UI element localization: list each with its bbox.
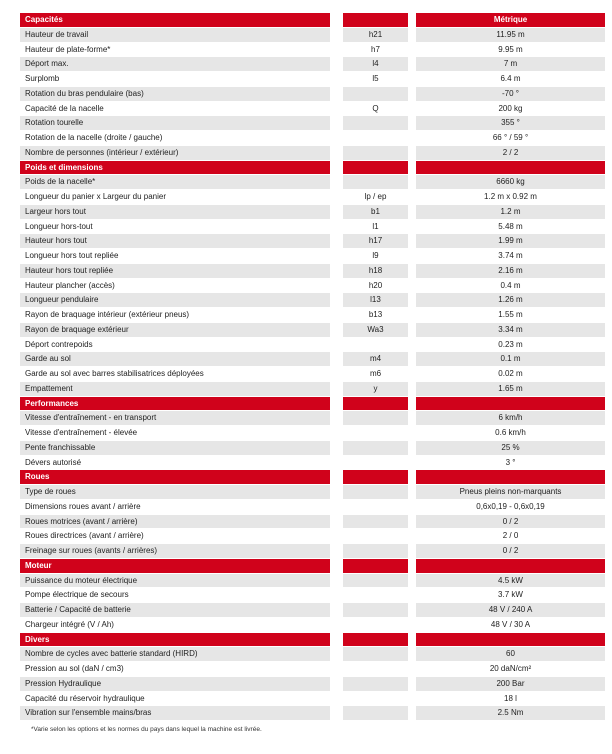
table-row bbox=[20, 72, 604, 87]
table-row bbox=[20, 28, 604, 43]
section-title: Performances bbox=[20, 397, 330, 411]
section-symbol-cell bbox=[343, 470, 408, 484]
table-row bbox=[20, 205, 604, 220]
row-value: 3.74 m bbox=[416, 249, 605, 263]
section-header bbox=[20, 397, 604, 412]
table-row bbox=[20, 220, 604, 235]
table-row bbox=[20, 382, 604, 397]
table-row bbox=[20, 264, 604, 279]
section-header bbox=[20, 559, 604, 574]
row-value: 0.1 m bbox=[416, 352, 605, 366]
row-symbol: l9 bbox=[343, 249, 408, 263]
row-symbol: b1 bbox=[343, 205, 408, 219]
row-value: 6.4 m bbox=[416, 72, 605, 86]
row-value: 66 ° / 59 ° bbox=[416, 131, 605, 145]
row-symbol: l5 bbox=[343, 72, 408, 86]
row-label: Rotation du bras pendulaire (bas) bbox=[20, 87, 330, 101]
row-symbol: h21 bbox=[343, 28, 408, 42]
row-label: Roues motrices (avant / arrière) bbox=[20, 515, 330, 529]
row-label: Surplomb bbox=[20, 72, 330, 86]
row-value: 4.5 kW bbox=[416, 574, 605, 588]
section-header-value bbox=[416, 161, 605, 175]
table-row bbox=[20, 43, 604, 58]
table-row bbox=[20, 603, 604, 618]
row-value: 7 m bbox=[416, 57, 605, 71]
row-value: Pneus pleins non-marquants bbox=[416, 485, 605, 499]
row-label: Vibration sur l'ensemble mains/bras bbox=[20, 706, 330, 720]
table-row bbox=[20, 116, 604, 131]
row-value: 1.55 m bbox=[416, 308, 605, 322]
table-row bbox=[20, 692, 604, 707]
row-value: 0.6 km/h bbox=[416, 426, 605, 440]
table-row bbox=[20, 618, 604, 633]
row-value: 3.34 m bbox=[416, 323, 605, 337]
row-value: 0,6x0,19 - 0,6x0,19 bbox=[416, 500, 605, 514]
row-value: 11.95 m bbox=[416, 28, 605, 42]
row-symbol bbox=[343, 500, 408, 514]
row-label: Puissance du moteur électrique bbox=[20, 574, 330, 588]
table-row bbox=[20, 352, 604, 367]
section-header bbox=[20, 13, 604, 28]
table-row bbox=[20, 456, 604, 471]
row-label: Rotation de la nacelle (droite / gauche) bbox=[20, 131, 330, 145]
table-row bbox=[20, 426, 604, 441]
row-symbol: h17 bbox=[343, 234, 408, 248]
row-value: 48 V / 240 A bbox=[416, 603, 605, 617]
table-row bbox=[20, 87, 604, 102]
row-symbol bbox=[343, 146, 408, 160]
table-row bbox=[20, 175, 604, 190]
row-value: 48 V / 30 A bbox=[416, 618, 605, 632]
row-symbol bbox=[343, 456, 408, 470]
row-symbol bbox=[343, 574, 408, 588]
row-symbol bbox=[343, 544, 408, 558]
table-row bbox=[20, 677, 604, 692]
table-row bbox=[20, 529, 604, 544]
row-symbol bbox=[343, 706, 408, 720]
table-row bbox=[20, 279, 604, 294]
row-value: -70 ° bbox=[416, 87, 605, 101]
section-symbol-cell bbox=[343, 397, 408, 411]
row-label: Largeur hors tout bbox=[20, 205, 330, 219]
row-label: Déport contrepoids bbox=[20, 338, 330, 352]
section-title: Divers bbox=[20, 633, 330, 647]
section-symbol-cell bbox=[343, 161, 408, 175]
section-header-value bbox=[416, 470, 605, 484]
row-symbol bbox=[343, 692, 408, 706]
row-symbol bbox=[343, 618, 408, 632]
row-symbol: y bbox=[343, 382, 408, 396]
row-symbol: m6 bbox=[343, 367, 408, 381]
row-symbol: l1 bbox=[343, 220, 408, 234]
table-row bbox=[20, 249, 604, 264]
section-symbol-cell bbox=[343, 13, 408, 27]
row-label: Vitesse d'entraînement - élevée bbox=[20, 426, 330, 440]
row-label: Dimensions roues avant / arrière bbox=[20, 500, 330, 514]
row-value: 25 % bbox=[416, 441, 605, 455]
row-label: Rayon de braquage intérieur (extérieur pneus) bbox=[20, 308, 330, 322]
row-label: Vitesse d'entraînement - en transport bbox=[20, 411, 330, 425]
row-label: Capacité du réservoir hydraulique bbox=[20, 692, 330, 706]
row-symbol bbox=[343, 426, 408, 440]
row-value: 6 km/h bbox=[416, 411, 605, 425]
footnote: *Varie selon les options et les normes du pays dans lequel la machine est livrée. bbox=[31, 726, 262, 733]
row-label: Hauteur hors tout bbox=[20, 234, 330, 248]
row-label: Pression Hydraulique bbox=[20, 677, 330, 691]
section-header bbox=[20, 470, 604, 485]
row-symbol: Wa3 bbox=[343, 323, 408, 337]
row-label: Garde au sol bbox=[20, 352, 330, 366]
row-value: 1.26 m bbox=[416, 293, 605, 307]
table-row bbox=[20, 102, 604, 117]
table-row bbox=[20, 308, 604, 323]
row-label: Déport max. bbox=[20, 57, 330, 71]
row-symbol: h7 bbox=[343, 43, 408, 57]
row-symbol bbox=[343, 603, 408, 617]
row-label: Dévers autorisé bbox=[20, 456, 330, 470]
row-label: Rayon de braquage extérieur bbox=[20, 323, 330, 337]
section-title: Poids et dimensions bbox=[20, 161, 330, 175]
row-label: Poids de la nacelle* bbox=[20, 175, 330, 189]
row-label: Nombre de cycles avec batterie standard (HIRD) bbox=[20, 647, 330, 661]
table-row bbox=[20, 441, 604, 456]
row-label: Nombre de personnes (intérieur / extérieur) bbox=[20, 146, 330, 160]
section-header-value bbox=[416, 397, 605, 411]
row-value: 60 bbox=[416, 647, 605, 661]
spec-table bbox=[20, 13, 604, 721]
row-value: 0 / 2 bbox=[416, 515, 605, 529]
row-value: 2.5 Nm bbox=[416, 706, 605, 720]
table-row bbox=[20, 293, 604, 308]
row-value: 20 daN/cm² bbox=[416, 662, 605, 676]
section-header bbox=[20, 161, 604, 176]
row-value: 1.2 m bbox=[416, 205, 605, 219]
table-row bbox=[20, 411, 604, 426]
table-row bbox=[20, 131, 604, 146]
row-label: Pente franchissable bbox=[20, 441, 330, 455]
row-label: Batterie / Capacité de batterie bbox=[20, 603, 330, 617]
table-row bbox=[20, 647, 604, 662]
table-row bbox=[20, 544, 604, 559]
table-row bbox=[20, 323, 604, 338]
table-row bbox=[20, 574, 604, 589]
row-symbol bbox=[343, 485, 408, 499]
row-symbol bbox=[343, 131, 408, 145]
row-value: 2.16 m bbox=[416, 264, 605, 278]
row-symbol bbox=[343, 116, 408, 130]
table-row bbox=[20, 588, 604, 603]
table-row bbox=[20, 367, 604, 382]
row-symbol: h20 bbox=[343, 279, 408, 293]
row-value: 5.48 m bbox=[416, 220, 605, 234]
row-label: Chargeur intégré (V / Ah) bbox=[20, 618, 330, 632]
section-title: Moteur bbox=[20, 559, 330, 573]
row-symbol bbox=[343, 441, 408, 455]
row-label: Freinage sur roues (avants / arrières) bbox=[20, 544, 330, 558]
table-row bbox=[20, 338, 604, 353]
section-header bbox=[20, 633, 604, 648]
row-symbol: l13 bbox=[343, 293, 408, 307]
row-label: Longueur du panier x Largeur du panier bbox=[20, 190, 330, 204]
row-label: Type de roues bbox=[20, 485, 330, 499]
row-value: 200 Bar bbox=[416, 677, 605, 691]
row-symbol bbox=[343, 677, 408, 691]
row-value: 355 ° bbox=[416, 116, 605, 130]
row-symbol: l4 bbox=[343, 57, 408, 71]
row-symbol bbox=[343, 588, 408, 602]
row-symbol bbox=[343, 175, 408, 189]
row-value: 0.02 m bbox=[416, 367, 605, 381]
section-header-value: Métrique bbox=[416, 13, 605, 27]
row-symbol bbox=[343, 411, 408, 425]
row-value: 2 / 2 bbox=[416, 146, 605, 160]
row-symbol: b13 bbox=[343, 308, 408, 322]
table-row bbox=[20, 662, 604, 677]
row-symbol bbox=[343, 338, 408, 352]
row-symbol bbox=[343, 647, 408, 661]
table-row bbox=[20, 234, 604, 249]
row-value: 1.2 m x 0.92 m bbox=[416, 190, 605, 204]
table-row bbox=[20, 190, 604, 205]
row-value: 6660 kg bbox=[416, 175, 605, 189]
section-symbol-cell bbox=[343, 559, 408, 573]
section-header-value bbox=[416, 633, 605, 647]
row-label: Hauteur de travail bbox=[20, 28, 330, 42]
row-symbol: h18 bbox=[343, 264, 408, 278]
row-label: Hauteur de plate-forme* bbox=[20, 43, 330, 57]
row-label: Roues directrices (avant / arrière) bbox=[20, 529, 330, 543]
row-label: Longueur pendulaire bbox=[20, 293, 330, 307]
row-label: Garde au sol avec barres stabilisatrices déployées bbox=[20, 367, 330, 381]
row-label: Pompe électrique de secours bbox=[20, 588, 330, 602]
row-symbol bbox=[343, 87, 408, 101]
row-label: Hauteur hors tout repliée bbox=[20, 264, 330, 278]
row-symbol: Q bbox=[343, 102, 408, 116]
row-label: Rotation tourelle bbox=[20, 116, 330, 130]
table-row bbox=[20, 706, 604, 721]
row-label: Capacité de la nacelle bbox=[20, 102, 330, 116]
row-value: 3.7 kW bbox=[416, 588, 605, 602]
row-value: 0.23 m bbox=[416, 338, 605, 352]
section-title: Capacités bbox=[20, 13, 330, 27]
row-symbol: m4 bbox=[343, 352, 408, 366]
row-value: 9.95 m bbox=[416, 43, 605, 57]
table-row bbox=[20, 500, 604, 515]
row-value: 18 l bbox=[416, 692, 605, 706]
row-label: Pression au sol (daN / cm3) bbox=[20, 662, 330, 676]
table-row bbox=[20, 485, 604, 500]
row-symbol bbox=[343, 529, 408, 543]
row-symbol: lp / ep bbox=[343, 190, 408, 204]
table-row bbox=[20, 57, 604, 72]
row-value: 1.65 m bbox=[416, 382, 605, 396]
section-header-value bbox=[416, 559, 605, 573]
row-value: 3 ° bbox=[416, 456, 605, 470]
row-value: 0.4 m bbox=[416, 279, 605, 293]
row-value: 200 kg bbox=[416, 102, 605, 116]
row-symbol bbox=[343, 515, 408, 529]
row-value: 1.99 m bbox=[416, 234, 605, 248]
row-label: Longueur hors-tout bbox=[20, 220, 330, 234]
row-label: Empattement bbox=[20, 382, 330, 396]
row-value: 2 / 0 bbox=[416, 529, 605, 543]
table-row bbox=[20, 515, 604, 530]
section-title: Roues bbox=[20, 470, 330, 484]
row-symbol bbox=[343, 662, 408, 676]
table-row bbox=[20, 146, 604, 161]
row-label: Longueur hors tout repliée bbox=[20, 249, 330, 263]
row-label: Hauteur plancher (accès) bbox=[20, 279, 330, 293]
section-symbol-cell bbox=[343, 633, 408, 647]
row-value: 0 / 2 bbox=[416, 544, 605, 558]
